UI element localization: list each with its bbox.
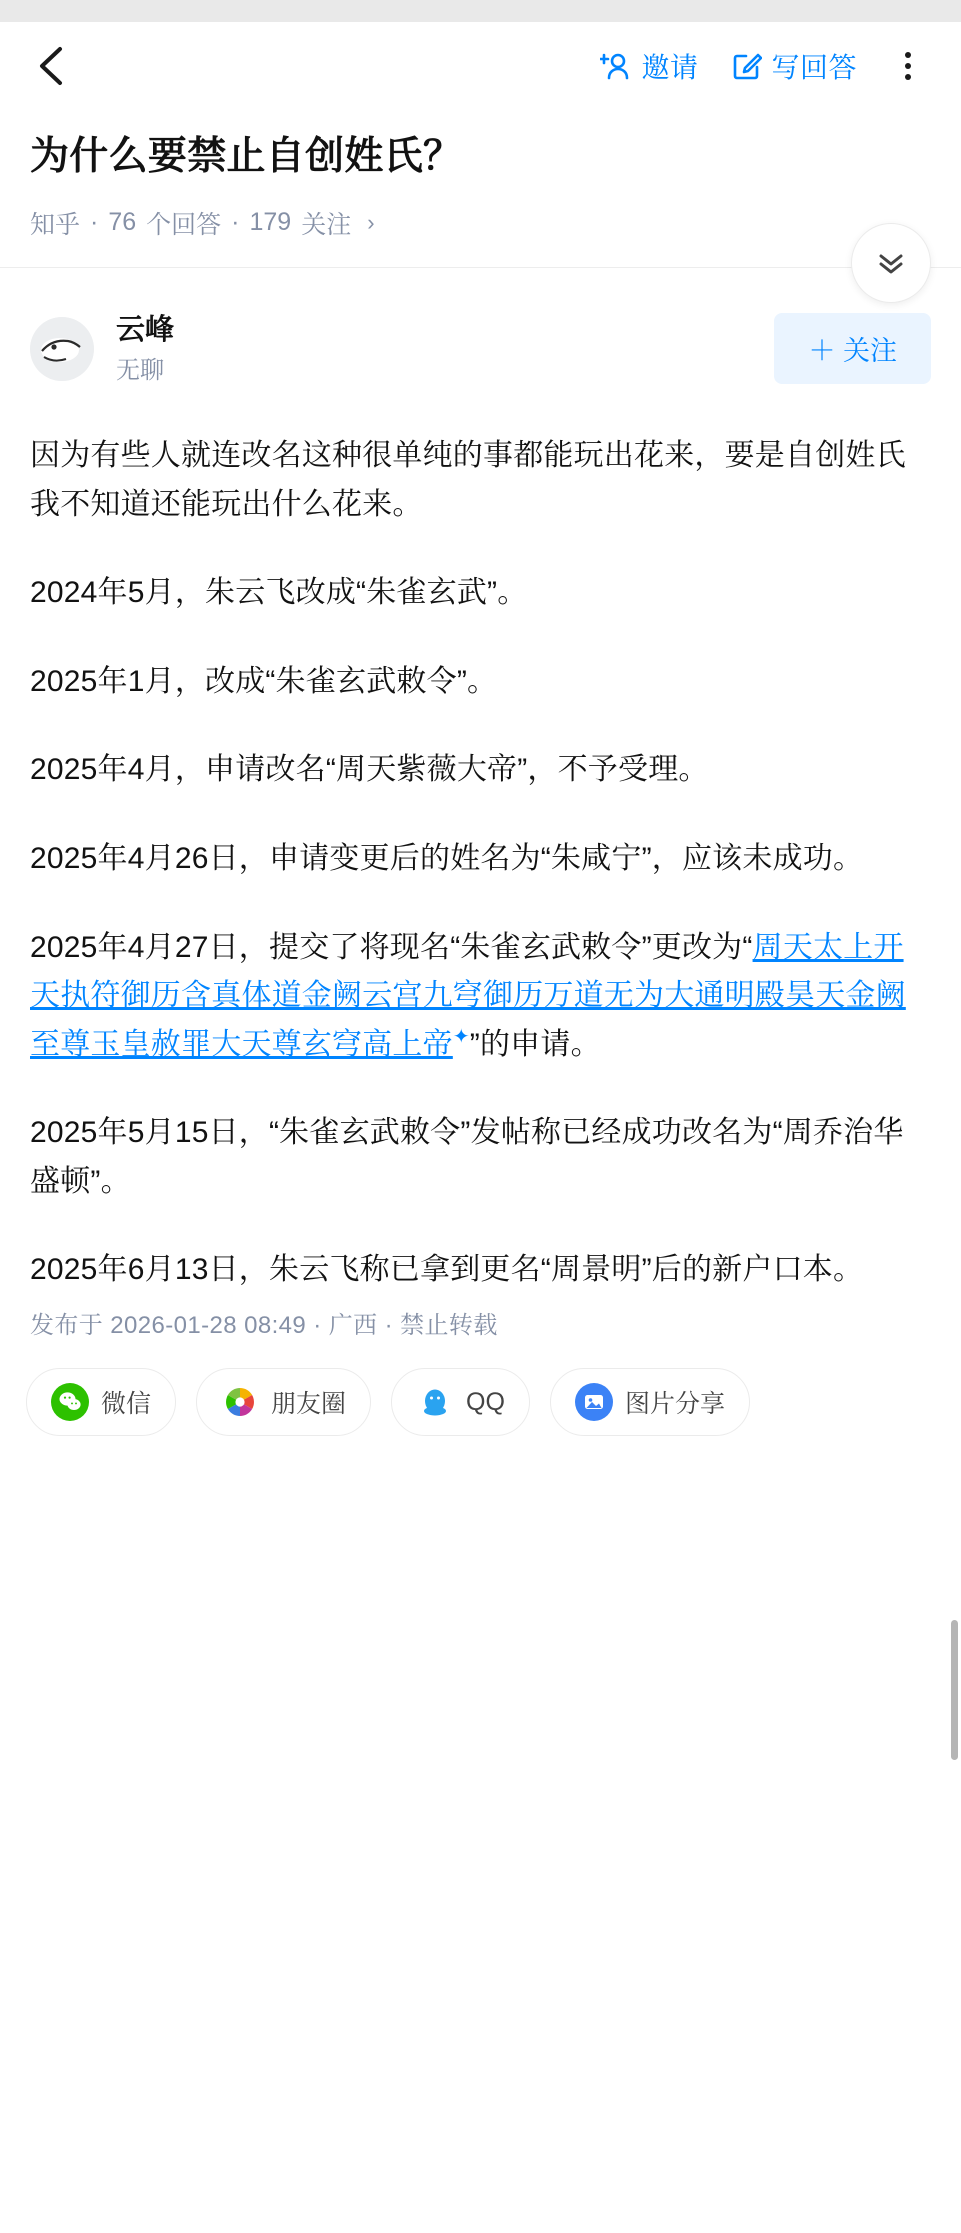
invite-button[interactable] (600, 46, 698, 86)
double-chevron-down-icon (874, 249, 908, 277)
publish-separator-2: · (384, 1312, 394, 1340)
author-bio: 无聊 (116, 356, 164, 384)
status-bar (0, 0, 961, 22)
publish-rights: 禁止转载 (400, 1312, 498, 1340)
collapse-question-button[interactable] (851, 223, 931, 303)
share-image-button[interactable] (550, 1368, 750, 1436)
publish-info (0, 1295, 961, 1340)
page-title: 为什么要禁止自创姓氏？ (30, 135, 463, 178)
share-qq-button[interactable] (391, 1368, 530, 1436)
answer-paragraph: 2024年5月，朱云飞改成“朱雀玄武”。 (30, 576, 528, 610)
follow-author-button[interactable]: ＋ 关注 (774, 313, 931, 384)
link-paragraph-suffix: ”的申请。 (469, 1027, 601, 1061)
answer-paragraph: 2025年5月15日，“朱雀玄武敕令”发帖称已经成功改名为“周乔治华盛顿”。 (30, 1116, 904, 1198)
vertical-scrollbar[interactable] (951, 1620, 958, 1760)
qq-icon (416, 1383, 454, 1421)
moments-icon (221, 1383, 259, 1421)
publish-datetime: 2026-01-28 08:49 (110, 1312, 307, 1340)
invite-label: 邀请 (641, 52, 699, 83)
answer-paragraph-with-link (30, 924, 931, 1070)
avatar[interactable] (30, 317, 94, 381)
follow-count: 179 (249, 208, 292, 237)
answer-paragraph: 2025年4月，申请改名“周天紫薇大帝”，不予受理。 (30, 753, 709, 787)
link-paragraph-prefix: 2025年4月27日，提交了将现名“朱雀玄武敕令”更改为“ (30, 930, 753, 964)
answer-content (0, 386, 961, 1295)
write-answer-button[interactable] (732, 46, 857, 86)
author-name[interactable]: 云峰 (116, 313, 175, 346)
back-icon[interactable] (26, 40, 78, 92)
invite-user-icon (600, 51, 632, 81)
long-name-link[interactable]: 周天太上开天执符御历含真体道金阙云宫九穹御历万道无为大通明殿昊天金阙至尊玉皇赦罪大天尊玄穹高上帝 (30, 930, 906, 1061)
answers-label: 个回答 (146, 210, 222, 239)
more-vertical-icon[interactable] (885, 40, 931, 92)
link-superscript: ✦ (452, 1025, 470, 1048)
image-share-icon (575, 1383, 613, 1421)
answers-count: 76 (108, 208, 137, 237)
publish-prefix: 发布于 (30, 1312, 104, 1340)
answer-paragraph: 2025年6月13日，朱云飞称已拿到更名“周景明”后的新户口本。 (30, 1253, 864, 1287)
chevron-right-icon: › (367, 209, 375, 235)
answer-paragraph: 因为有些人就连改名这种很单纯的事都能玩出花来，要是自创姓氏我不知道还能玩出什么花来。 (30, 438, 906, 521)
question-meta[interactable] (30, 205, 931, 241)
author-row (0, 268, 961, 386)
share-qq-label: QQ (466, 1387, 505, 1416)
publish-location: 广西 (328, 1312, 378, 1340)
share-moments-label: 朋友圈 (271, 1390, 347, 1419)
user-avatar-icon (30, 317, 94, 381)
meta-dot-1: · (90, 208, 99, 237)
publish-separator: · (313, 1312, 322, 1340)
share-wechat-label: 微信 (101, 1390, 152, 1419)
answer-paragraph: 2025年1月，改成“朱雀玄武敕令”。 (30, 664, 498, 698)
follow-label: 关注 (301, 210, 352, 239)
share-image-label: 图片分享 (624, 1390, 725, 1419)
top-navigation-bar (0, 22, 961, 110)
question-source: 知乎 (30, 210, 81, 239)
wechat-icon (51, 1383, 89, 1421)
pencil-square-icon (732, 51, 762, 81)
answer-paragraph: 2025年4月26日，申请变更后的姓名为“朱咸宁”，应该未成功。 (30, 841, 864, 875)
question-header (0, 110, 961, 268)
share-wechat-button[interactable] (26, 1368, 176, 1436)
write-answer-label: 写回答 (771, 52, 857, 83)
meta-dot-2: · (231, 208, 240, 237)
author-texts (116, 312, 774, 386)
share-row (0, 1340, 961, 1436)
share-moments-button[interactable] (196, 1368, 371, 1436)
